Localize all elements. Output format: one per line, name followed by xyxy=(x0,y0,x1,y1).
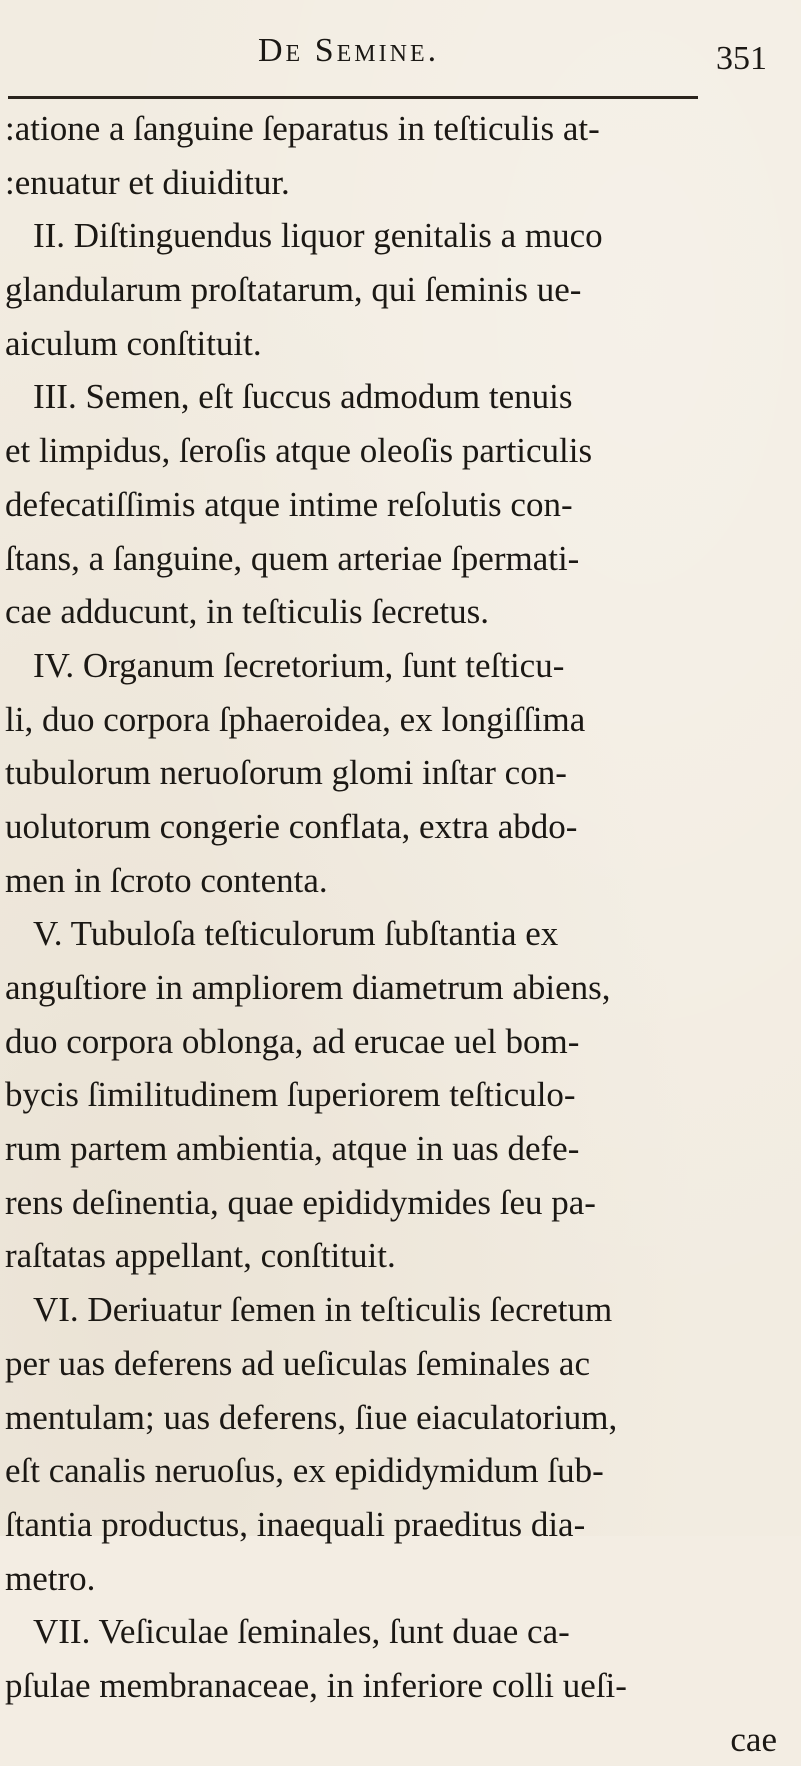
text-line: :enuatur et diuiditur. xyxy=(5,162,290,202)
text-line: VI. Deriuatur ſemen in teſticulis ſecretum xyxy=(33,1290,613,1330)
page-number: 351 xyxy=(716,40,767,77)
text-line: aiculum conſtituit. xyxy=(5,323,262,363)
text-line: III. Semen, eſt ſuccus admodum tenuis xyxy=(33,377,573,417)
text-line: tubulorum neruoſorum glomi inſtar con- xyxy=(5,753,567,793)
text-line: rens deſinentia, quae epididymides ſeu pa- xyxy=(5,1182,596,1222)
text-line: VII. Veſiculae ſeminales, ſunt duae ca- xyxy=(33,1612,570,1652)
text-line: per uas deferens ad ueſiculas ſeminales ac xyxy=(5,1343,591,1383)
running-title: De Semine. xyxy=(258,32,440,69)
text-line: metro. xyxy=(5,1558,96,1598)
text-line: eſt canalis neruoſus, ex epididymidum ſub- xyxy=(5,1451,604,1491)
catchword: cae xyxy=(730,1719,777,1759)
text-line: li, duo corpora ſphaeroidea, ex longiſſima xyxy=(5,699,586,739)
text-line: rum partem ambientia, atque in uas defe- xyxy=(5,1129,580,1169)
text-line: uolutorum congerie conflata, extra abdo- xyxy=(5,806,578,846)
page-header xyxy=(0,26,801,76)
text-line: cae adducunt, in teſticulis ſecretus. xyxy=(5,592,489,632)
text-line: bycis ſimilitudinem ſuperiorem teſticulo- xyxy=(5,1075,576,1115)
text-line: IV. Organum ſecretorium, ſunt teſticu- xyxy=(33,645,565,685)
text-line: glandularum proſtatarum, qui ſeminis ue- xyxy=(5,270,582,310)
text-line: defecatiſſimis atque intime reſolutis con- xyxy=(5,484,573,524)
text-line: ſtantia productus, inaequali praeditus dia- xyxy=(5,1504,586,1544)
text-line: duo corpora oblonga, ad erucae uel bom- xyxy=(5,1021,580,1061)
text-line: men in ſcroto contenta. xyxy=(5,860,328,900)
text-line: raſtatas appellant, conſtituit. xyxy=(5,1236,396,1276)
text-line: mentulam; uas deferens, ſiue eiaculatorium, xyxy=(5,1397,618,1437)
text-line: V. Tubuloſa teſticulorum ſubſtantia ex xyxy=(33,914,559,954)
text-line: et limpidus, ſeroſis atque oleoſis particulis xyxy=(5,431,593,471)
text-line: pſulae membranaceae, in inferiore colli ueſi- xyxy=(5,1665,627,1705)
header-rule xyxy=(8,96,698,99)
text-line: II. Diſtinguendus liquor genitalis a muco xyxy=(33,216,603,256)
text-line: ſtans, a ſanguine, quem arteriae ſpermati- xyxy=(5,538,580,578)
text-line: :atione a ſanguine ſeparatus in teſticulis at- xyxy=(5,109,600,148)
body-text xyxy=(0,102,801,1766)
text-line: anguſtiore in ampliorem diametrum abiens, xyxy=(5,968,611,1007)
